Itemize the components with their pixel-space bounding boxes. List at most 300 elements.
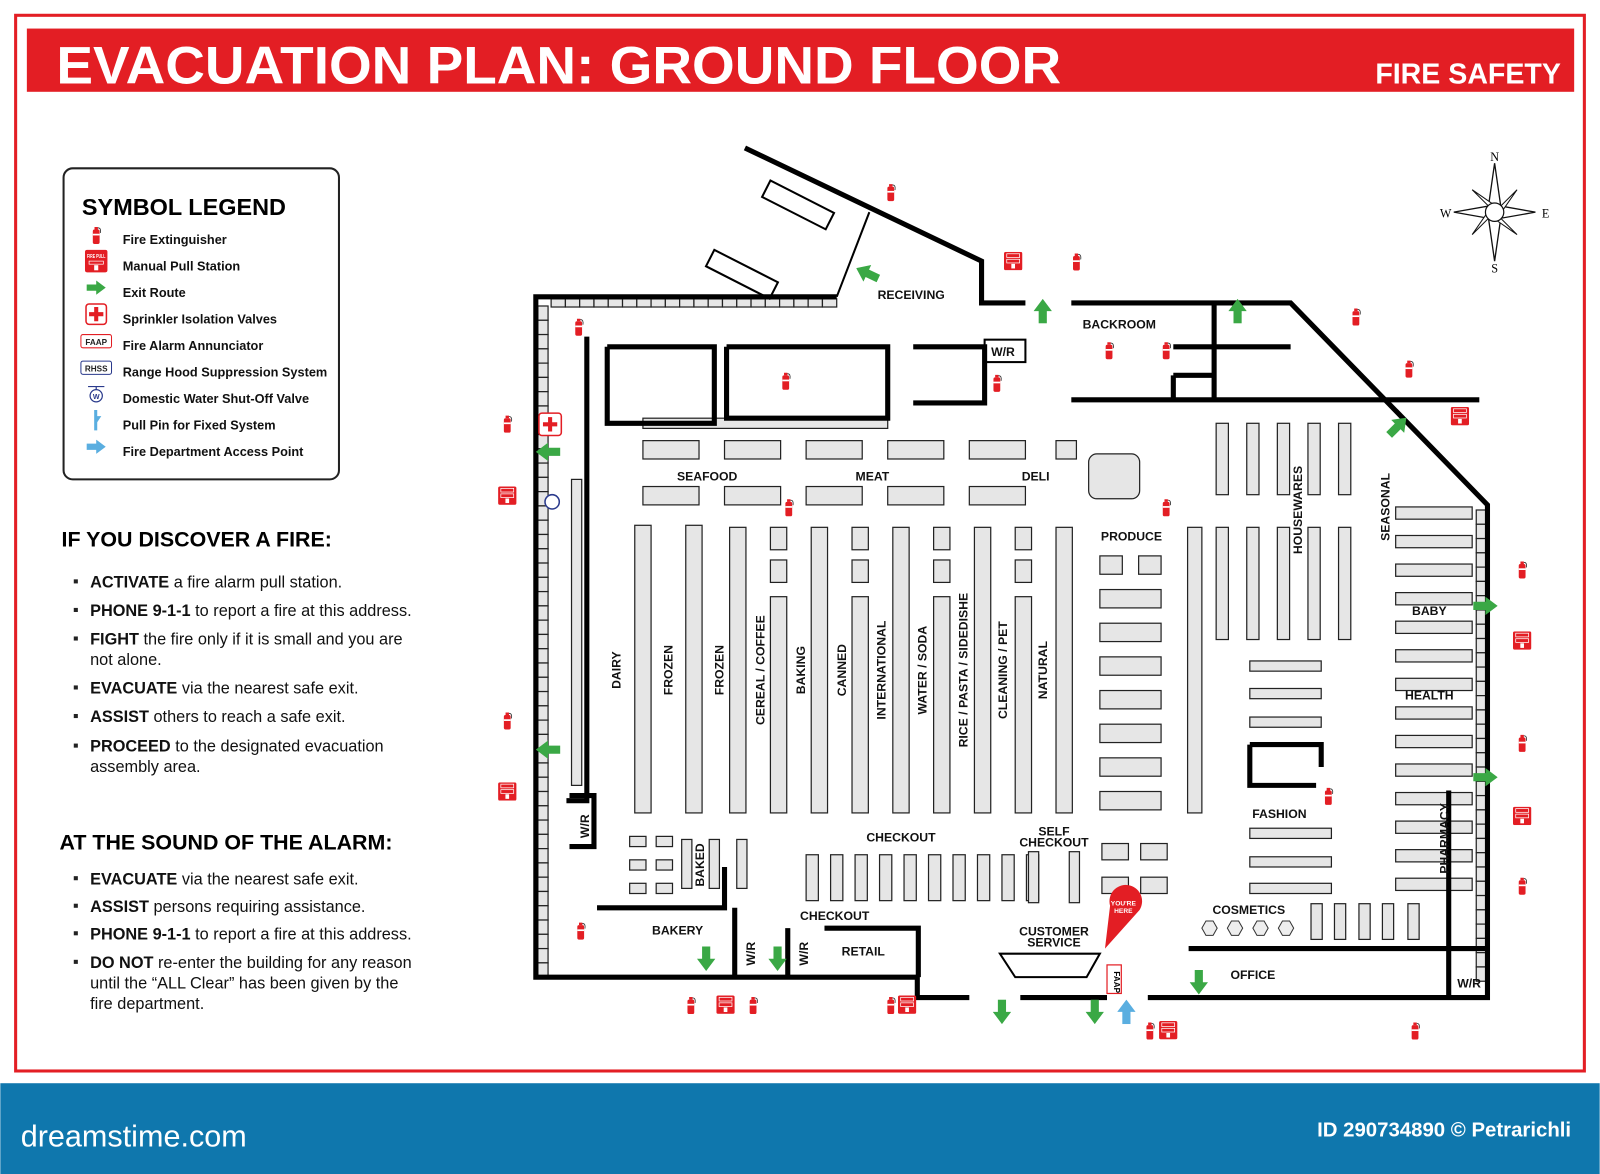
- gondola: [811, 527, 827, 813]
- fitting-rooms: [1250, 745, 1321, 786]
- gondola: [1216, 527, 1228, 639]
- wall-case: [665, 299, 679, 307]
- area-label: COSMETICS: [1212, 902, 1286, 917]
- gondola: [1396, 821, 1472, 833]
- exit-route-arrow-icon: [852, 260, 882, 287]
- wall-case: [538, 849, 548, 863]
- wall-case: [538, 806, 548, 820]
- checkout-table: [1102, 844, 1129, 860]
- fire-extinguisher-icon: [1519, 878, 1527, 895]
- gondola: [1396, 878, 1472, 890]
- counter: [806, 441, 862, 459]
- gondola: [1277, 527, 1289, 639]
- instruction-text: ASSIST others to reach a safe exit.: [90, 708, 346, 727]
- manual-pull-station-icon: [1451, 407, 1469, 425]
- instruction-text: PHONE 9-1-1 to report a fire at this address.: [90, 602, 412, 621]
- wall-case: [538, 563, 548, 577]
- fire-extinguisher-icon: [785, 499, 793, 516]
- wall-case: [538, 577, 548, 591]
- symbol-legend: [64, 168, 339, 479]
- self-checkout: [1069, 852, 1079, 903]
- checkout-lane: [880, 855, 892, 901]
- freezer-case: [635, 525, 651, 813]
- gondola: [1396, 735, 1472, 747]
- bakery-rack: [709, 839, 719, 888]
- gondola: [1311, 904, 1322, 940]
- bakery-table: [656, 836, 672, 846]
- instruction-text-cont: assembly area.: [90, 758, 201, 777]
- fire-extinguisher-icon: [782, 373, 790, 390]
- endcap: [1015, 527, 1031, 549]
- manual-pull-station-icon: [898, 996, 916, 1014]
- area-label: CHECKOUT: [800, 909, 870, 924]
- bullet-icon: [74, 744, 78, 748]
- wall-case: [623, 299, 637, 307]
- wall-case: [538, 706, 548, 720]
- area-label: INTERNATIONAL: [874, 620, 889, 720]
- gondola: [1382, 904, 1393, 940]
- legend-item-label: Pull Pin for Fixed System: [122, 417, 276, 433]
- water-valve-icon: [545, 495, 559, 509]
- wall-case: [580, 299, 594, 307]
- area-label: W/R: [744, 941, 759, 966]
- checkout-lane: [855, 855, 867, 901]
- wall-case: [538, 520, 548, 534]
- wall-case: [808, 299, 822, 307]
- area-label: CHECKOUT: [866, 830, 936, 845]
- wall-case: [538, 920, 548, 934]
- manual-pull-station-icon: [716, 996, 734, 1014]
- manual-pull-station-icon: [498, 487, 516, 505]
- bakery-rack: [737, 839, 747, 888]
- wall-case: [538, 834, 548, 848]
- endcap: [934, 527, 950, 549]
- instruction-item: [74, 898, 366, 916]
- fire-extinguisher-icon: [1519, 562, 1527, 579]
- sprinkler-valve-icon: [86, 304, 106, 324]
- fire-dept-access-arrow-icon: [1117, 1000, 1135, 1024]
- bakery-table: [630, 883, 646, 893]
- gondola: [1396, 850, 1472, 862]
- area-label: WATER / SODA: [915, 625, 930, 715]
- area-label: SEASONAL: [1378, 472, 1393, 541]
- legend-item-label: Domestic Water Shut-Off Valve: [122, 390, 310, 406]
- legend-icon-text: FIRE PULL: [87, 254, 106, 261]
- area-label: FASHION: [1252, 807, 1307, 822]
- gondola: [1339, 423, 1351, 494]
- gondola: [1396, 707, 1472, 719]
- instruction-text-cont: fire department.: [90, 994, 205, 1013]
- wall-case: [694, 299, 708, 307]
- area-label: HOUSEWARES: [1290, 465, 1305, 555]
- customer-service-desk: [1000, 954, 1100, 977]
- checkout-lane: [904, 855, 916, 901]
- wall-case: [538, 534, 548, 548]
- area-label: DELI: [1021, 469, 1050, 484]
- fire-extinguisher-icon: [1412, 1023, 1420, 1040]
- produce-table: [1139, 556, 1161, 574]
- wall-case: [538, 792, 548, 806]
- produce-table: [1100, 657, 1161, 675]
- wall-case: [538, 549, 548, 563]
- area-label: BACKROOM: [1082, 317, 1156, 332]
- checkout-table: [1141, 844, 1168, 860]
- wall-case: [538, 620, 548, 634]
- fire-extinguisher-icon: [887, 997, 895, 1014]
- bakery-table: [630, 860, 646, 870]
- page-subtitle: FIRE SAFETY: [1375, 58, 1561, 91]
- area-label: DAIRY: [609, 651, 624, 689]
- produce-table: [1100, 724, 1161, 742]
- manual-pull-station-icon: [85, 250, 107, 272]
- sprinkler-valve-icon: [539, 413, 561, 435]
- fire-extinguisher-icon: [887, 184, 895, 201]
- instruction-text: ASSIST persons requiring assistance.: [90, 897, 366, 916]
- counter: [888, 441, 944, 459]
- wall-case: [538, 649, 548, 663]
- checkout-lane: [831, 855, 843, 901]
- produce-table: [1100, 758, 1161, 776]
- area-label: BAKING: [794, 646, 809, 695]
- instruction-item: [74, 574, 342, 592]
- wall-case: [538, 335, 548, 349]
- fire-extinguisher-icon: [687, 997, 695, 1014]
- gondola: [893, 527, 909, 813]
- wall-case: [651, 299, 665, 307]
- gondola: [1339, 527, 1351, 639]
- wall-case: [538, 763, 548, 777]
- legend-icon-text: W: [92, 392, 100, 401]
- wall-case: [538, 606, 548, 620]
- checkout-table: [1141, 877, 1168, 893]
- legend-title: SYMBOL LEGEND: [81, 194, 286, 221]
- compass-s: S: [1491, 261, 1499, 276]
- legend-item-label: Fire Alarm Annunciator: [122, 337, 264, 353]
- fire-extinguisher-icon: [504, 712, 512, 729]
- wall-case: [722, 299, 736, 307]
- endcap: [852, 560, 868, 582]
- bullet-icon: [74, 579, 78, 583]
- fire-extinguisher-icon: [1163, 499, 1171, 516]
- exit-route-arrow-icon: [993, 1000, 1011, 1024]
- gondola: [1396, 621, 1472, 633]
- fire-extinguisher-icon: [750, 997, 758, 1014]
- instruction-text: PHONE 9-1-1 to report a fire at this address.: [90, 925, 412, 944]
- wall: [607, 347, 714, 423]
- display-table: [1202, 921, 1217, 935]
- page-title: EVACUATION PLAN: GROUND FLOOR: [56, 36, 1062, 96]
- discover-fire-instructions: [62, 528, 412, 776]
- gondola: [974, 527, 990, 813]
- legend-item-label: Fire Extinguisher: [122, 231, 227, 247]
- gondola: [730, 527, 746, 813]
- area-label: W/R: [797, 941, 812, 966]
- wall-case: [737, 299, 751, 307]
- wall-case: [822, 299, 836, 307]
- wall-case: [538, 777, 548, 791]
- counter: [643, 441, 699, 459]
- fire-extinguisher-icon: [504, 416, 512, 433]
- faap-label: FAAP: [1112, 971, 1122, 994]
- bullet-icon: [74, 876, 78, 880]
- wall-case: [608, 299, 622, 307]
- gondola: [1396, 535, 1472, 547]
- wall: [837, 212, 870, 297]
- gondola: [1396, 793, 1472, 805]
- gondola: [1188, 527, 1202, 813]
- gondola: [1247, 527, 1259, 639]
- instruction-item: [74, 680, 359, 698]
- discover-heading: IF YOU DISCOVER A FIRE:: [61, 527, 332, 552]
- bullet-icon: [74, 685, 78, 689]
- counter: [725, 441, 781, 459]
- legend-item-label: Exit Route: [122, 284, 186, 300]
- wall-case: [538, 934, 548, 948]
- area-label: RECEIVING: [877, 287, 945, 302]
- checkout-lane: [1002, 855, 1014, 901]
- counter: [888, 487, 944, 505]
- wall-case: [765, 299, 779, 307]
- bakery-table: [656, 860, 672, 870]
- you-are-here-marker: [1105, 885, 1142, 949]
- wall-case: [565, 299, 579, 307]
- legend-icon-text: RHSS: [84, 364, 108, 374]
- gondola: [1250, 828, 1332, 838]
- wall-case: [794, 299, 808, 307]
- area-label: W/R: [991, 344, 1015, 359]
- bullet-icon: [74, 960, 78, 964]
- gondola: [1250, 688, 1321, 698]
- bakery-table: [656, 883, 672, 893]
- wall: [913, 347, 984, 403]
- produce-table: [1100, 792, 1161, 810]
- wall-case: [538, 477, 548, 491]
- gondola: [1216, 423, 1228, 494]
- exit-route-arrow-icon: [697, 947, 715, 971]
- area-label: CUSTOMER: [1019, 924, 1089, 939]
- gondola: [1396, 764, 1472, 776]
- gondola: [1277, 423, 1289, 494]
- manual-pull-station-icon: [1513, 631, 1531, 649]
- gondola: [1359, 904, 1370, 940]
- instruction-text: EVACUATE via the nearest safe exit.: [90, 679, 359, 698]
- deli-island: [1089, 454, 1140, 499]
- gondola: [1396, 593, 1472, 605]
- wall-case: [538, 820, 548, 834]
- fire-extinguisher-icon: [1406, 361, 1414, 378]
- gondola: [1408, 904, 1419, 940]
- area-label: BAKERY: [652, 923, 704, 938]
- checkout-lane: [977, 855, 989, 901]
- legend-icon-text: FAAP: [85, 337, 108, 347]
- wall: [745, 148, 1025, 303]
- wall-case: [538, 306, 548, 320]
- wall-case: [637, 299, 651, 307]
- gondola: [1250, 717, 1321, 727]
- compass-n: N: [1490, 150, 1500, 165]
- endcap: [770, 527, 786, 549]
- wall-case: [538, 677, 548, 691]
- floor-plan: [498, 148, 1531, 1040]
- produce-table: [1100, 590, 1161, 608]
- area-label: BABY: [1412, 604, 1447, 619]
- fire-extinguisher-icon: [1073, 253, 1081, 270]
- produce-table: [1100, 691, 1161, 709]
- wall-case: [538, 949, 548, 963]
- manual-pull-station-icon: [498, 782, 516, 800]
- fire-extinguisher-icon: [577, 923, 585, 940]
- wall: [727, 347, 888, 418]
- legend-item-label: Manual Pull Station: [122, 258, 241, 274]
- instruction-text: EVACUATE via the nearest safe exit.: [90, 870, 359, 889]
- counter: [969, 441, 1025, 459]
- manual-pull-station-icon: [1159, 1021, 1177, 1039]
- wall-case: [538, 663, 548, 677]
- gondola: [1247, 423, 1259, 494]
- endcap: [852, 527, 868, 549]
- area-label: RETAIL: [841, 944, 885, 959]
- wall-case: [538, 891, 548, 905]
- wall-case: [538, 720, 548, 734]
- area-label: SERVICE: [1027, 935, 1081, 950]
- bullet-icon: [74, 931, 78, 935]
- legend-item-label: Fire Department Access Point: [122, 443, 304, 459]
- checkout-lane: [806, 855, 818, 901]
- gondola: [934, 597, 950, 813]
- exit-route-arrow-icon: [1086, 1000, 1104, 1024]
- endcap: [934, 560, 950, 582]
- counter: [806, 487, 862, 505]
- legend-item-label: Range Hood Suppression System: [122, 364, 328, 380]
- exit-route-arrow-icon: [1190, 970, 1208, 994]
- bullet-icon: [74, 714, 78, 718]
- legend-item-label: Sprinkler Isolation Valves: [122, 311, 278, 327]
- endcap: [1015, 560, 1031, 582]
- wall-case: [594, 299, 608, 307]
- instruction-item: [74, 631, 403, 669]
- wall-case: [538, 906, 548, 920]
- instruction-text: ACTIVATE a fire alarm pull station.: [90, 573, 343, 592]
- gondola: [1250, 883, 1332, 893]
- wall-case: [751, 299, 765, 307]
- instruction-text: FIGHT the fire only if it is small and you are: [90, 630, 403, 649]
- produce-table: [1100, 556, 1122, 574]
- instruction-item: [74, 602, 412, 620]
- gondola: [1056, 527, 1072, 813]
- footer-brand[interactable]: dreamstime.com: [20, 1119, 247, 1154]
- instruction-item: [74, 870, 359, 888]
- footer-credit: ID 290734890 © Petrarichli: [1317, 1119, 1572, 1142]
- faap-panel: [1107, 965, 1121, 994]
- fire-extinguisher-icon: [1106, 342, 1114, 359]
- gondola: [770, 597, 786, 813]
- wall-case: [538, 320, 548, 334]
- manual-pull-station-icon: [1004, 252, 1022, 270]
- endcap: [770, 560, 786, 582]
- display-table: [1253, 921, 1268, 935]
- area-label: W/R: [1457, 976, 1481, 991]
- produce-table: [1100, 623, 1161, 641]
- gondola: [1250, 661, 1321, 671]
- wall-case: [538, 634, 548, 648]
- wall-case: [538, 506, 548, 520]
- wall-case: [538, 363, 548, 377]
- you-are-here-text: YOU'RE: [1110, 900, 1136, 908]
- gondola: [1334, 904, 1345, 940]
- area-label: PHARMACY: [1437, 803, 1452, 874]
- alarm-instructions: [59, 831, 411, 1013]
- area-label: PRODUCE: [1100, 529, 1163, 544]
- fire-extinguisher-icon: [575, 319, 583, 336]
- bullet-icon: [74, 608, 78, 612]
- instruction-item: [74, 954, 412, 1013]
- bullet-icon: [74, 636, 78, 640]
- compass-rose-icon: [1440, 150, 1549, 275]
- area-label: CEREAL / COFFEE: [753, 615, 768, 726]
- checkout-lane: [953, 855, 965, 901]
- you-are-here-text: HERE: [1114, 907, 1133, 915]
- area-label: OFFICE: [1230, 968, 1276, 983]
- area-label: FROZEN: [712, 645, 727, 696]
- wall-case: [538, 877, 548, 891]
- counter: [969, 487, 1025, 505]
- fire-extinguisher-icon: [993, 375, 1001, 392]
- wall-case: [680, 299, 694, 307]
- display-table: [1227, 921, 1242, 935]
- wall-case: [708, 299, 722, 307]
- fire-extinguisher-icon: [1352, 309, 1360, 326]
- fire-extinguisher-icon: [1163, 342, 1171, 359]
- wall-case: [538, 463, 548, 477]
- area-label: W/R: [577, 814, 592, 839]
- counter: [643, 487, 699, 505]
- wall-case: [538, 592, 548, 606]
- self-checkout: [1028, 852, 1038, 903]
- gondola: [1250, 857, 1332, 867]
- gondola: [1015, 597, 1031, 813]
- instruction-item: [74, 738, 384, 776]
- bullet-icon: [74, 904, 78, 908]
- exit-route-arrow-icon: [1034, 299, 1052, 323]
- counter: [1056, 441, 1076, 459]
- counter: [725, 487, 781, 505]
- fire-extinguisher-icon: [1519, 735, 1527, 752]
- bakery-table: [630, 836, 646, 846]
- compass-w: W: [1439, 206, 1452, 221]
- area-label: HEALTH: [1405, 688, 1454, 703]
- wall-case: [538, 349, 548, 363]
- area-label: FROZEN: [661, 645, 676, 696]
- instruction-text-cont: until the “ALL Clear” has been given by the: [90, 974, 399, 993]
- instruction-text: DO NOT re-enter the building for any reason: [90, 953, 412, 972]
- area-label: NATURAL: [1035, 641, 1050, 700]
- exit-route-arrow-icon: [768, 947, 786, 971]
- gondola: [1308, 423, 1320, 494]
- gondola: [1396, 507, 1472, 519]
- alarm-heading: AT THE SOUND OF THE ALARM:: [59, 830, 393, 855]
- compass-e: E: [1541, 206, 1550, 221]
- instruction-item: [74, 708, 346, 726]
- fire-extinguisher-icon: [1146, 1023, 1154, 1040]
- area-label: SELF: [1038, 824, 1070, 839]
- area-label: MEAT: [855, 469, 890, 484]
- gondola: [1396, 564, 1472, 576]
- wall-case: [538, 692, 548, 706]
- dock-leveler: [706, 250, 778, 299]
- area-label: CHECKOUT: [1019, 835, 1089, 850]
- manual-pull-station-icon: [1513, 807, 1531, 825]
- area-label: CANNED: [834, 643, 849, 697]
